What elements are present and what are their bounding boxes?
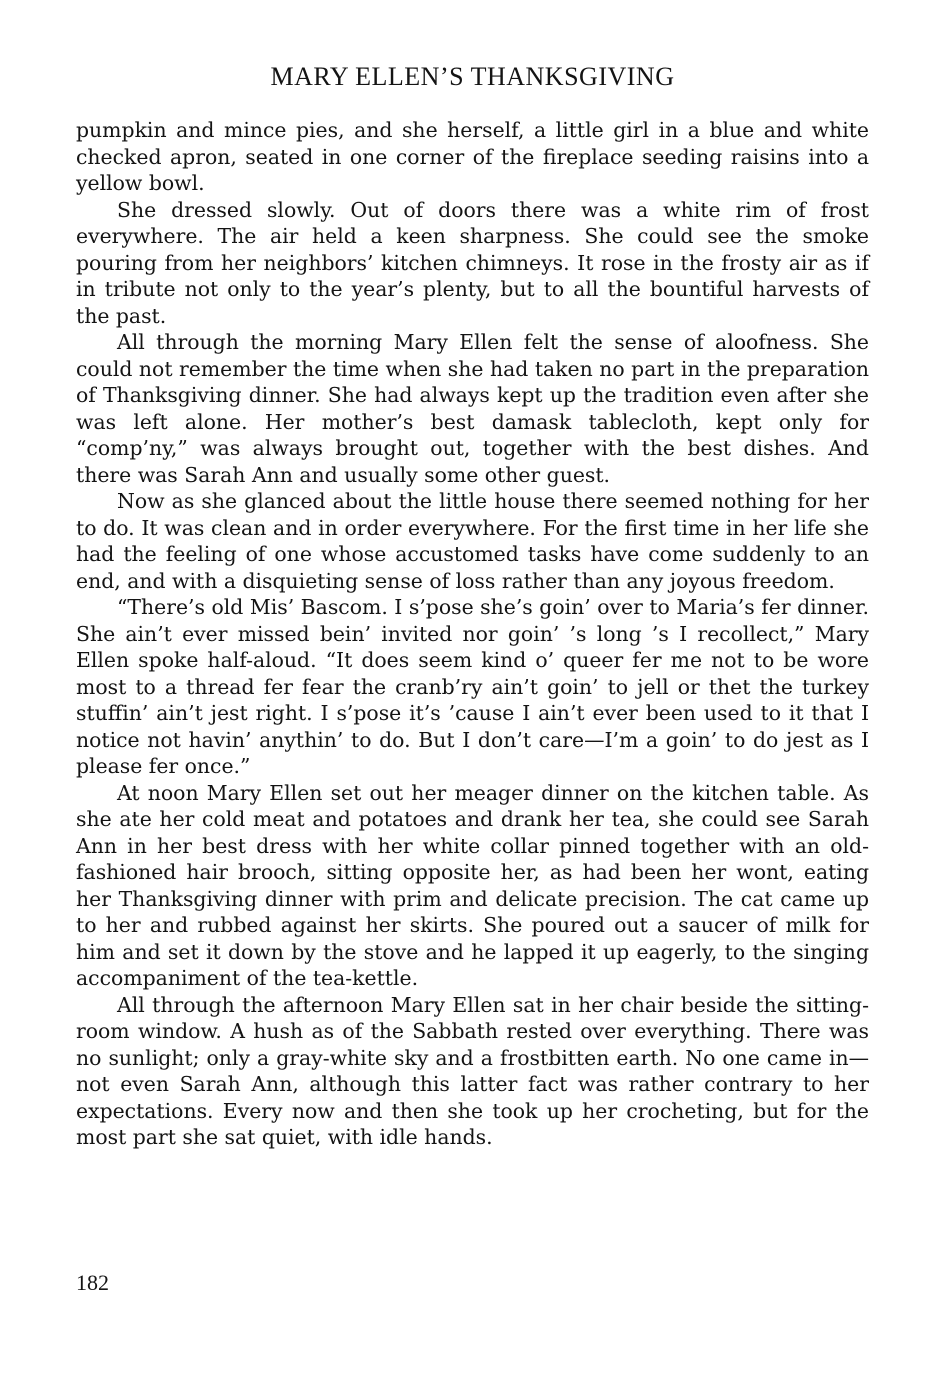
paragraph-continued: pumpkin and mince pies, and she herself, a little girl in a blue and white checked apron, seated in one corner of the fireplace seeding raisins into a yellow bowl. (76, 118, 869, 195)
paragraph: “There’s old Mis’ Bascom. I s’pose she’s goin’ over to Maria’s fer dinner. She ain’t ever missed bein’ invited nor goin’ ’s long ’s I recollect,” Mary Ellen spoke half-aloud. “It does seem kind o’ queer fer me not to be wore most to a thread fer fear the cranb’ry ain’t goin’ to jell or thet the turkey stuffin’ ain’t jest right. I s’pose it’s ’cause I ain’t ever been used to it that I notice not havin’ anythin’ to do. But I don’t care—I’m a goin’ to do jest as I please fer once.” (76, 595, 869, 778)
page-number: 182 (76, 1270, 109, 1295)
paragraph: All through the afternoon Mary Ellen sat in her chair beside the sitting-room window. A hush as of the Sabbath rested over everything. There was no sunlight; only a gray-white sky and a frostbitten earth. No one came in—not even Sarah Ann, although this latter fact was rather contrary to her expectations. Every now and then she took up her crocheting, but for the most part she sat quiet, with idle hands. (76, 992, 869, 1149)
running-head: MARY ELLEN’S THANKSGIVING (270, 62, 675, 91)
paragraph: She dressed slowly. Out of doors there was a white rim of frost everywhere. The air held a keen sharpness. She could see the smoke pouring from her neighbors’ kitchen chimneys. It rose in the frosty air as if in tribute not only to the year’s plenty, but to all the bountiful harvests of the past. (76, 197, 869, 328)
paragraph: Now as she glanced about the little house there seemed nothing for her to do. It was clean and in order everywhere. For the first time in her life she had the feeling of one whose accustomed tasks have come suddenly to an end, and with a disquieting sense of loss rather than any joyous freedom. (76, 489, 869, 593)
paragraph: At noon Mary Ellen set out her meager dinner on the kitchen table. As she ate her cold meat and potatoes and drank her tea, she could see Sarah Ann in her best dress with her white collar pinned together with an old-fashioned hair brooch, sitting opposite her, as had been her wont, eating her Thanksgiving dinner with prim and delicate precision. The cat came up to her and rubbed against her skirts. She poured out a saucer of milk for him and set it down by the stove and he lapped it up eagerly, to the singing accompaniment of the tea-kettle. (76, 780, 869, 990)
paragraph: All through the morning Mary Ellen felt the sense of aloofness. She could not remember the time when she had taken no part in the preparation of Thanksgiving dinner. She had always kept up the tradition even after she was left alone. Her mother’s best damask tablecloth, kept only for “comp’ny,” was always brought out, together with the best dishes. And there was Sarah Ann and usually some other guest. (76, 330, 869, 487)
body-text (76, 117, 869, 1151)
